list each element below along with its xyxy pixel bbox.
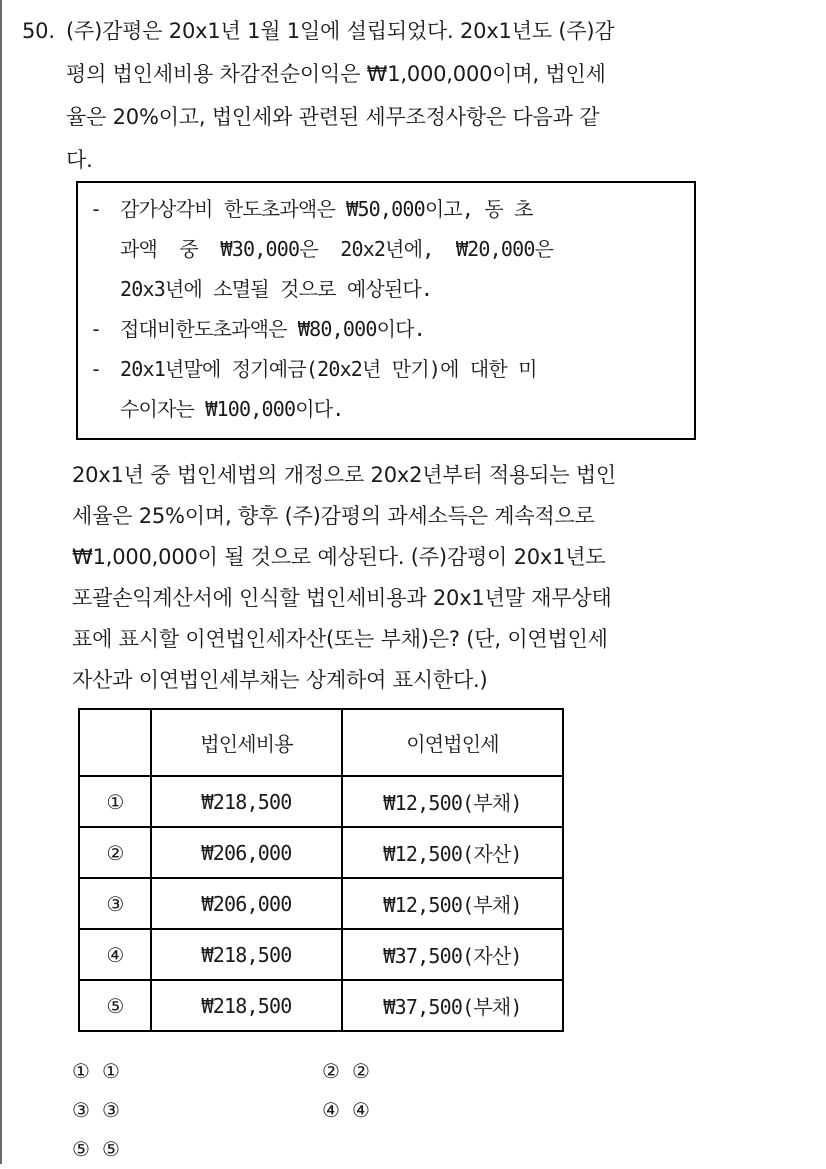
- tax-expense-cell: ₩206,000: [151, 878, 342, 929]
- table-row: [79, 776, 563, 827]
- tax-expense-cell: ₩218,500: [151, 980, 342, 1031]
- option-marker: ⑤: [79, 980, 151, 1031]
- option-marker: ①: [79, 776, 151, 827]
- header-cell-deferred-tax: 이연법인세: [342, 709, 563, 776]
- dash-bullet: -: [90, 197, 102, 221]
- dash-bullet: -: [90, 357, 102, 381]
- choice-3[interactable]: ③ ③: [72, 1098, 120, 1122]
- table-row: [79, 827, 563, 878]
- option-marker: ④: [79, 929, 151, 980]
- tax-expense-cell: ₩218,500: [151, 929, 342, 980]
- condition-item: - 감가상각비 한도초과액은 ₩50,000이고, 동 초 과액 중 ₩30,000은 20x2년에, ₩20,000은 20x3년에 소멸될 것으로 예상된다.: [90, 189, 694, 309]
- deferred-tax-cell: ₩37,500(부채): [342, 980, 563, 1031]
- answer-options-table: [78, 708, 564, 1032]
- conditions-list: [78, 183, 694, 429]
- question-line: 율은 20%이고, 법인세와 관련된 세무조정사항은 다음과 같: [66, 105, 600, 129]
- paragraph-line: 자산과 이연법인세부채는 상계하여 표시한다.): [72, 668, 488, 692]
- option-marker: ③: [79, 878, 151, 929]
- choice-5[interactable]: ⑤ ⑤: [72, 1137, 120, 1161]
- table-header-row: [79, 709, 563, 776]
- choice-2[interactable]: ② ②: [322, 1059, 370, 1083]
- paragraph-line: 포괄손익계산서에 인식할 법인세비용과 20x1년말 재무상태: [72, 586, 612, 610]
- question-stem: [22, 10, 812, 182]
- header-cell-blank: [79, 709, 151, 776]
- tax-expense-cell: ₩218,500: [151, 776, 342, 827]
- page-left-border: [0, 0, 2, 1164]
- paragraph-line: 20x1년 중 법인세법의 개정으로 20x2년부터 적용되는 법인: [72, 463, 616, 487]
- deferred-tax-cell: ₩12,500(부채): [342, 776, 563, 827]
- tax-expense-cell: ₩206,000: [151, 827, 342, 878]
- deferred-tax-cell: ₩12,500(자산): [342, 827, 563, 878]
- answer-choices: [72, 1052, 572, 1169]
- condition-item: - 접대비한도초과액은 ₩80,000이다.: [90, 309, 694, 349]
- condition-item: - 20x1년말에 정기예금(20x2년 만기)에 대한 미 수이자는 ₩100,000이다.: [90, 349, 694, 429]
- choice-4[interactable]: ④ ④: [322, 1098, 370, 1122]
- deferred-tax-cell: ₩37,500(자산): [342, 929, 563, 980]
- question-number: 50.: [22, 19, 55, 43]
- choice-1[interactable]: ① ①: [72, 1059, 120, 1083]
- question-line: 평의 법인세비용 차감전순이익은 ₩1,000,000이며, 법인세: [66, 62, 606, 86]
- paragraph-line: 세율은 25%이며, 향후 (주)감평의 과세소득은 계속적으로: [72, 504, 595, 528]
- header-cell-tax-expense: 법인세비용: [151, 709, 342, 776]
- option-marker: ②: [79, 827, 151, 878]
- dash-bullet: -: [90, 317, 102, 341]
- table-row: [79, 980, 563, 1031]
- question-line: 50. (주)감평은 20x1년 1월 1일에 설립되었다. 20x1년도 (주)감: [22, 10, 812, 53]
- conditions-box: [76, 181, 696, 440]
- table-row: [79, 878, 563, 929]
- paragraph-line: 표에 표시할 이연법인세자산(또는 부채)은? (단, 이연법인세: [72, 627, 608, 651]
- question-line: 다.: [66, 148, 93, 172]
- table-row: [79, 929, 563, 980]
- deferred-tax-cell: ₩12,500(부채): [342, 878, 563, 929]
- paragraph-line: ₩1,000,000이 될 것으로 예상된다. (주)감평이 20x1년도: [72, 545, 606, 569]
- question-paragraph-2: [72, 455, 812, 701]
